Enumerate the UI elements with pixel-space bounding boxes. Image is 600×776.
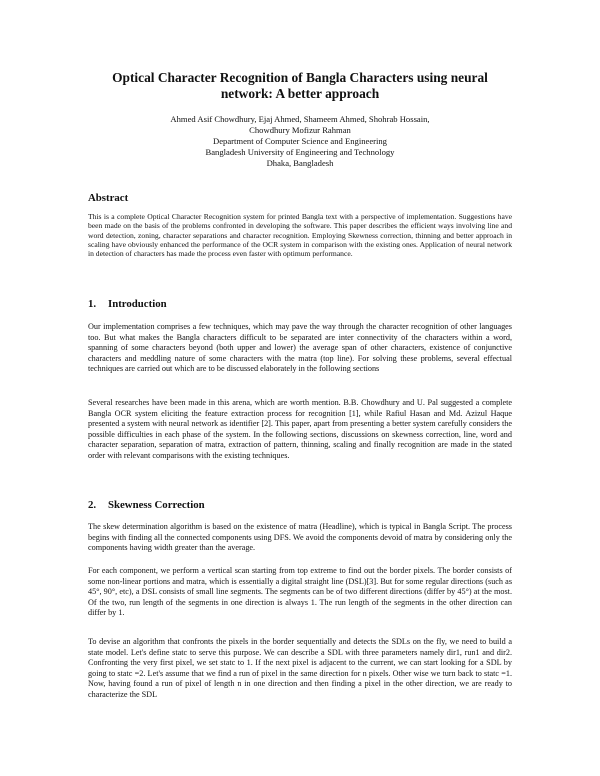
author-block xyxy=(110,114,490,169)
paper-title: Optical Character Recognition of Bangla Characters using neural network: A better approach xyxy=(112,70,488,101)
skewness-paragraph-2: For each component, we perform a vertical scan starting from top extreme to find out the border pixels. The border consists of some non-linear portions and matra, which is essentially a digital straight line (DSL)[3]. But for some regular directions (such as 45°, 90°, etc), a DSL consists of small line segments. The segments can be of two different directions (differ by 45°) at the most. Of the two, run length of the segments in one direction is always 1. The run length of the segments in the other direction can differ by 1. xyxy=(88,566,512,617)
author-names-line-1: Ahmed Asif Chowdhury, Ejaj Ahmed, Shameem Ahmed, Shohrab Hossain, xyxy=(170,114,430,124)
introduction-paragraph-1: Our implementation comprises a few techniques, which may pave the way through the character recognition of other languages too. But what makes the Bangla characters difficult to be separated are inter connectivity of the characters within a word, spanning of some characters beyond (both upper and lower) the average span of other characters, existence of conjunctive characters and meddling nature of some characters with the matra (top line). For solving these problems, several effectual techniques are carried out which are to be discussed elaborately in the following sections xyxy=(88,322,512,373)
skewness-paragraph-3: To devise an algorithm that confronts the pixels in the border sequentially and detects the SDLs on the fly, we need to build a state model. Let's define statc to serve this purpose. We can describe a SDL with three parameters namely dir1, run1 and dir2. Confronting the very first pixel, we set statc to 1. If the next pixel is adjacent to the current, we can start looking for a SDL by going to statc =2. Let's assume that we find a run of pixel in the same direction for n pixels. Other wise we turn back to statc =1. Now, having found a run of pixel of length n in one direction and then finding a pixel in the other direction, we are ready to characterize the SDL xyxy=(88,637,512,699)
abstract-heading: Abstract xyxy=(88,192,129,204)
affiliation-university: Bangladesh University of Engineering and Technology xyxy=(205,147,395,157)
introduction-paragraph-2: Several researches have been made in this arena, which are worth mention. B.B. Chowdhury and U. Pal suggested a complete Bangla OCR system eliciting the feature extraction process for recognition [1], while Rafiul Hasan and Md. Azizul Haque presented a system with neural network as identifier [2]. This paper, apart from presenting a better system carefully considers the possible difficulties in each phase of the system. In the following sections, discussions on skewness correction, line, word and character separation, separation of matra, extraction of pattern, thinning, scaling and finally recognition are made in the stated order with relevant comparisons with the existing techniques. xyxy=(88,398,512,460)
affiliation-department: Department of Computer Science and Engineering xyxy=(213,136,387,146)
section-number: 2. xyxy=(88,499,97,511)
section-number: 1. xyxy=(88,298,97,310)
abstract-text: This is a complete Optical Character Recognition system for printed Bangla text with a perspective of implementation. Suggestions have been made on the basis of the problems confronted in developing the software. This paper describes the efficient ways involving line and word detection, zoning, character separations and character recognition. Employing Skewness correction, thinning and better approach in scaling have obviously enhanced the performance of the OCR system in comparison with the existing ones. Application of neural network in detection of characters has made the process even faster with optimum performance. xyxy=(88,212,512,259)
section-title: Introduction xyxy=(108,298,167,310)
section-heading-introduction xyxy=(88,298,167,311)
affiliation-city: Dhaka, Bangladesh xyxy=(266,158,334,168)
skewness-paragraph-1: The skew determination algorithm is based on the existence of matra (Headline), which is typical in Bangla Script. The process begins with finding all the connected components using DFS. We avoid the components devoid of matra by considering only the components having width greater than the average. xyxy=(88,522,512,552)
section-heading-skewness xyxy=(88,499,205,512)
author-names-line-2: Chowdhury Mofizur Rahman xyxy=(249,125,351,135)
section-title: Skewness Correction xyxy=(108,499,205,511)
